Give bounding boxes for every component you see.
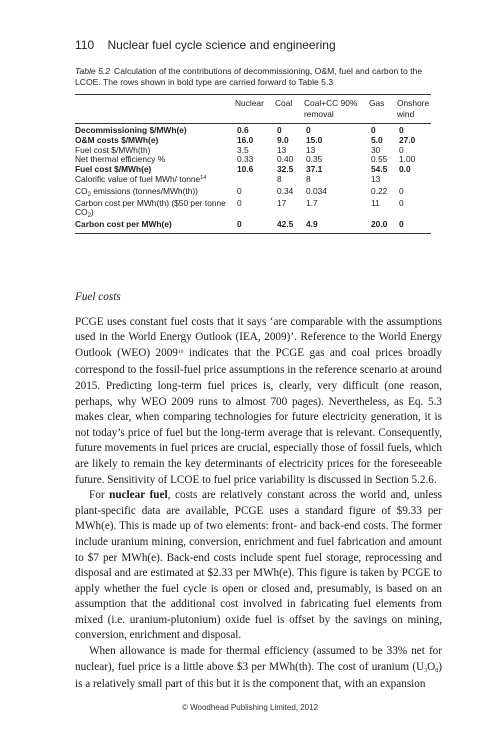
table-row <box>75 220 431 230</box>
table-cell: 13 <box>371 173 381 184</box>
table-cell: 0 <box>306 125 311 135</box>
table-cell: 30 <box>371 144 381 155</box>
row-label-text: Decommissioning $/MWh(e) <box>75 125 187 135</box>
table-cell: 13 <box>306 144 316 155</box>
table-cell: 0.33 <box>237 154 254 165</box>
table-cell: 16.0 <box>237 134 254 145</box>
running-header <box>75 38 336 52</box>
table-cell: 4.9 <box>306 219 318 230</box>
column-header: Coal+CC 90% removal <box>304 98 358 119</box>
table-cell: 0 <box>399 125 404 135</box>
row-label-text: Carbon cost per MWh(e) <box>75 219 172 230</box>
header-cell-empty <box>75 98 235 126</box>
paragraph <box>75 488 442 644</box>
row-label-text: emissions (tonnes/MWh(th)) <box>90 185 198 196</box>
column-header: Onshore wind <box>397 98 430 119</box>
table-cell: 0.35 <box>306 154 323 165</box>
table-cell: 20.0 <box>371 219 388 230</box>
table-bottom-rule <box>75 233 431 234</box>
table-cell: 0 <box>237 185 242 196</box>
row-label-text: Carbon cost per MWh(th) ($50 per tonne CO <box>75 197 226 218</box>
table-cell: 0 <box>237 219 242 230</box>
table-cell: 11 <box>371 197 380 208</box>
page-number: 110 <box>75 38 95 52</box>
text-run: indicates that the PCGE gas and coal prices broadly correspond to the fossil-fuel price assumptions in the reference scenario at around 2015. Predicting long-term fuel prices is, clearly, very difficult (one reason, perhaps, why WEO 2009 runs to almost 700 pages). Nevertheless, as Eq. 5.3 makes clear, when comparing technologies for future electricity generation, it is not today’s price of fuel but the long-term average that is relevant. Consequently, future movements in fuel prices are crucial, especially those of fossil fuels, which are likely to remain the key determinants of electricity prices for the foreseeable future. Sensitivity of LCOE to fuel price variability is discussed in Section 5.2.6. <box>75 346 442 486</box>
row-label <box>75 199 235 221</box>
table-cell: 8 <box>277 173 282 184</box>
table-cell: 1.7 <box>306 197 318 208</box>
table-cell: 3.5 <box>237 144 249 155</box>
running-title: Nuclear fuel cycle science and engineering <box>107 38 336 52</box>
table-cell: 0 <box>277 125 282 135</box>
table-cell: 0.034 <box>306 185 327 196</box>
table-cell: 5.0 <box>371 134 383 145</box>
table-cell: 13 <box>277 144 287 155</box>
table-cell: 0 <box>371 125 376 135</box>
table-cell: 27.0 <box>399 134 416 145</box>
subscript: 2 <box>87 191 91 198</box>
paragraph <box>75 644 442 693</box>
footnote-ref: 10 <box>177 348 184 355</box>
table-cell: 0.22 <box>371 185 388 196</box>
section-heading: Fuel costs <box>75 291 121 303</box>
table-cell: 0 <box>237 197 242 208</box>
table-cell: 54.5 <box>371 164 388 175</box>
table-top-rule <box>75 94 431 95</box>
table-cell: 0.6 <box>237 125 249 135</box>
text-run: ) is a relatively small part of this but it is the component that, with an expansion <box>75 660 442 691</box>
table-label: Table 5.2 <box>75 66 111 76</box>
table-cell <box>397 175 431 187</box>
table-cell: 0.34 <box>277 185 294 196</box>
table-cell: 42.5 <box>277 219 294 230</box>
table-cell: 15.0 <box>306 134 323 145</box>
body-text <box>75 290 442 693</box>
table-header-row <box>75 98 431 126</box>
table-cell: 32.5 <box>277 164 294 175</box>
subscript: 3 <box>424 667 428 674</box>
table-cell: 0 <box>399 144 404 155</box>
table-cell: 0.0 <box>399 164 411 175</box>
column-header: Coal <box>275 98 293 108</box>
table-caption-text: Calculation of the contributions of decommissioning, O&M, fuel and carbon to the LCOE. The rows shown in bold type are carried forward to Table 5.3 <box>75 66 423 87</box>
table-row <box>75 199 431 221</box>
table-cell: 17 <box>277 197 287 208</box>
table-cell: 37.1 <box>306 164 323 175</box>
table-caption <box>75 66 431 88</box>
table-cell: 8 <box>306 173 311 184</box>
copyright-footer: © Woodhead Publishing Limited, 2012 <box>181 703 319 712</box>
table-cell: 0.55 <box>371 154 388 165</box>
bold-term: nuclear fuel <box>109 489 168 502</box>
row-label-text: Fuel cost $/MWh(th) <box>75 144 151 155</box>
text-run: , costs are relatively constant across the world and, unless plant-specific data are available, PCGE uses a standard figure of $9.33 per MWh(e). This is made up of two elements: front- and back-end costs. The former include uranium mining, conversion, enrichment and fuel fabrication and amount to $7 per MWh(e). Back-end costs include spent fuel storage, reprocessing and disposal and are estimated at $2.33 per MWh(e). This figure is taken by PCGE to apply whether the fuel cycle is open or closed and, presumably, is based on an assumption that the additional cost involved in fabricating fuel elements from mixed (i.e. uranium-plutonium) oxide fuel is offset by the savings on mining, conversion, enrichment and disposal. <box>75 489 442 642</box>
paragraph <box>75 315 442 489</box>
row-label-text: Fuel cost $/MWh(e) <box>75 164 152 175</box>
table-cell: 0.40 <box>277 154 294 165</box>
table-cell: 9.0 <box>277 134 289 145</box>
subscript: 8 <box>435 667 439 674</box>
lcoe-table <box>75 98 431 230</box>
footnote-ref: 14 <box>200 174 207 181</box>
row-label-text: CO <box>75 185 88 196</box>
table-cell: 0 <box>399 219 404 230</box>
row-label-text: Calorific value of fuel MWh/ tonne <box>75 173 201 184</box>
text-run: PCGE uses constant fuel costs that it says ‘are comparable with the assumptions used in the World Energy Outlook (IEA, 2009)’. Reference to the World Energy Outlook (WEO) 2009 <box>75 315 442 359</box>
row-label-text: ) <box>90 207 94 218</box>
table-header-rule <box>75 123 431 124</box>
row-label-text: O&M costs $/MWh(e) <box>75 134 159 145</box>
column-header: Gas <box>369 98 385 108</box>
row-label-text: Net thermal efficiency % <box>75 154 166 165</box>
text-run: For <box>89 489 110 502</box>
subscript: 2 <box>87 213 91 220</box>
table-cell <box>235 175 275 187</box>
table-cell: 10.6 <box>237 164 254 175</box>
table-cell: 0 <box>399 197 404 208</box>
text-run: O <box>427 660 436 673</box>
column-header: Nuclear <box>235 98 264 108</box>
table-cell: 0 <box>399 185 404 196</box>
table-cell: 1.00 <box>399 154 416 165</box>
row-label <box>75 220 235 230</box>
text-run: When allowance is made for thermal efficiency (assumed to be 33% net for nuclear), fuel price is a little above $3 per MWh(th). The cost of uranium (U <box>75 645 442 673</box>
